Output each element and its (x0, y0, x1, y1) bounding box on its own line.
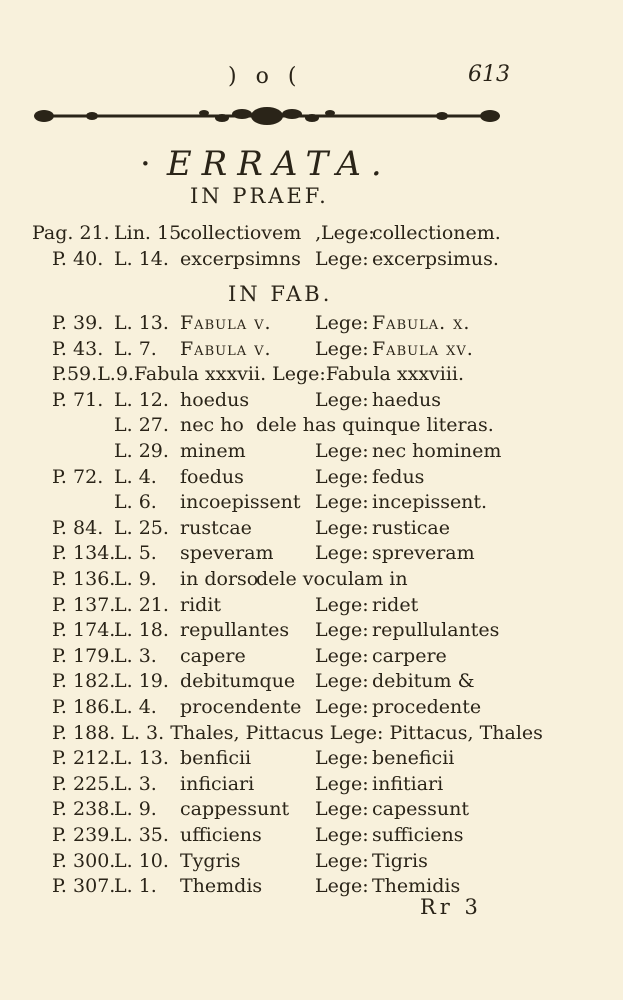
correction-text: Fabula xv. (372, 337, 474, 360)
errata-row (0, 338, 623, 362)
lege-label: Lege: (315, 388, 369, 411)
correction-text: haedus (372, 388, 441, 411)
lege-label: ‚Lege: (315, 222, 375, 244)
line-ref: L. 18. (114, 619, 169, 642)
lege-label: Lege: (315, 491, 369, 514)
lege-label: Lege: (315, 312, 369, 334)
page-ref: P. 212. (52, 747, 116, 770)
correction-text: Tigris (372, 849, 428, 872)
errata-row (0, 696, 623, 720)
line-ref: L. 13. (114, 747, 169, 770)
page-ref: P. 182. (52, 670, 116, 693)
page-ref: P. 186. (52, 696, 116, 718)
line-ref: L. 29. (114, 440, 169, 462)
errata-row (0, 491, 623, 515)
line-ref: L. 7. (114, 337, 157, 360)
line-ref: L. 4. (114, 696, 157, 718)
error-text: excerpsimns (180, 247, 301, 270)
page-ref: P. 225. (52, 772, 116, 795)
error-text: incoepissent (180, 491, 301, 514)
lege-label: Lege: (315, 849, 369, 872)
errata-row (0, 222, 623, 246)
error-text: hoedus (180, 388, 250, 411)
lege-label: Lege: (315, 644, 369, 667)
errata-row (0, 670, 623, 694)
errata-row (0, 363, 623, 387)
errata-row (0, 517, 623, 541)
line-ref: L. 3. (114, 772, 157, 795)
title-dot: · (140, 144, 161, 184)
signature-mark: Rr 3 (420, 895, 482, 919)
page-ref: P. 136. (52, 568, 116, 590)
line-ref: L. 5. (114, 542, 157, 565)
errata-row (0, 645, 623, 669)
lege-label: Lege: (315, 619, 369, 642)
lege-label: Lege: (315, 696, 369, 718)
page-ref: P. 71. (52, 388, 104, 411)
error-text: benficii (180, 747, 252, 770)
error-text: repullantes (180, 619, 290, 642)
correction-text: repullulantes (372, 619, 500, 642)
errata-row (0, 466, 623, 490)
line-ref: L. 21. (114, 593, 169, 616)
page-ref: P. 84. (52, 516, 104, 539)
line-ref: Lin. 15. (114, 222, 188, 244)
correction-text: procedente (372, 696, 482, 718)
line-ref: L. 25. (114, 516, 169, 539)
error-text: cappessunt (180, 798, 290, 821)
page-ref: P. 174. (52, 619, 116, 642)
lege-label: Lege: (315, 440, 369, 462)
errata-row (0, 312, 623, 336)
correction-text: rusticae (372, 516, 450, 539)
error-text: foedus (180, 465, 244, 488)
errata-row (0, 722, 623, 746)
errata-row-text: P.59.L.9.Fabula xxxvii. Lege:Fabula xxxviii. (52, 363, 465, 386)
line-ref: L. 19. (114, 670, 169, 693)
error-text: inficiari (180, 772, 255, 795)
lege-label: Lege: (315, 516, 369, 539)
line-ref: L. 6. (114, 491, 157, 514)
error-text: ufficiens (180, 824, 262, 846)
error-text: Fabula v. (180, 337, 272, 360)
decorative-rule-ornament (32, 100, 502, 132)
page-number: 613 (468, 62, 510, 87)
lege-label: dele has quinque literas. (256, 414, 494, 437)
line-ref: L. 35. (114, 824, 169, 846)
lege-label: Lege: (315, 593, 369, 616)
correction-text: capessunt (372, 798, 469, 821)
errata-row (0, 542, 623, 566)
line-ref: L. 27. (114, 414, 169, 437)
error-text: in dorso (180, 568, 259, 590)
line-ref: L. 12. (114, 388, 169, 411)
page-ref: P. 300. (52, 849, 116, 872)
correction-text: nec hominem (372, 440, 502, 462)
error-text: nec ho (180, 414, 244, 437)
line-ref: L. 9. (114, 568, 157, 590)
lege-label: Lege: (315, 670, 369, 693)
errata-row (0, 773, 623, 797)
errata-row-text: P. 188. L. 3. Thales, Pittacus Lege: Pittacus, Thales (52, 721, 543, 744)
correction-text: beneficii (372, 747, 455, 770)
page-ref: P. 72. (52, 465, 104, 488)
errata-row (0, 747, 623, 771)
line-ref: L. 9. (114, 798, 157, 821)
lege-label: Lege: (315, 247, 369, 270)
page-ref: P. 39. (52, 312, 104, 334)
correction-text: sufficiens (372, 824, 464, 846)
error-text: Themdis (180, 875, 263, 898)
lege-label: Lege: (315, 337, 369, 360)
errata-row (0, 875, 623, 899)
correction-text: collectionem. (372, 222, 501, 244)
lege-label: Lege: (315, 798, 369, 821)
correction-text: incepissent. (372, 491, 488, 514)
running-head: ) o ( (228, 64, 303, 89)
lege-label: dele voculam in (256, 568, 408, 590)
lege-label: Lege: (315, 772, 369, 795)
errata-row (0, 824, 623, 848)
errata-row (0, 440, 623, 464)
lege-label: Lege: (315, 542, 369, 565)
page-ref: P. 238. (52, 798, 116, 821)
error-text: debitumque (180, 670, 296, 693)
page-ref: P. 307. (52, 875, 116, 898)
error-text: procendente (180, 696, 302, 718)
errata-row (0, 594, 623, 618)
error-text: speveram (180, 542, 274, 565)
line-ref: L. 14. (114, 247, 169, 270)
error-text: capere (180, 644, 246, 667)
error-text: Fabula v. (180, 312, 272, 334)
lege-label: Lege: (315, 824, 369, 846)
correction-text: ridet (372, 593, 419, 616)
correction-text: infitiari (372, 772, 444, 795)
errata-row (0, 619, 623, 643)
lege-label: Lege: (315, 875, 369, 898)
errata-row (0, 850, 623, 874)
error-text: ridit (180, 593, 222, 616)
errata-row (0, 248, 623, 272)
section-heading: IN FAB. (228, 282, 333, 306)
error-text: rustcae (180, 516, 252, 539)
line-ref: L. 3. (114, 644, 157, 667)
correction-text: fedus (372, 465, 425, 488)
correction-text: Themidis (372, 875, 461, 898)
line-ref: L. 4. (114, 465, 157, 488)
error-text: minem (180, 440, 246, 462)
section-heading: IN PRAEF. (190, 184, 329, 208)
correction-text: excerpsimus. (372, 247, 499, 270)
page-ref: P. 137. (52, 593, 116, 616)
line-ref: L. 1. (114, 875, 157, 898)
page-ref: P. 134. (52, 542, 116, 565)
errata-row (0, 568, 623, 592)
page-ref: Pag. 21. (32, 222, 110, 244)
errata-row (0, 798, 623, 822)
errata-row (0, 389, 623, 413)
title-text: ERRATA. (166, 144, 392, 184)
lege-label: Lege: (315, 747, 369, 770)
correction-text: Fabula. x. (372, 312, 471, 334)
errata-row (0, 414, 623, 438)
line-ref: L. 13. (114, 312, 169, 334)
line-ref: L. 10. (114, 849, 169, 872)
error-text: Tygris (180, 849, 241, 872)
errata-title (140, 144, 392, 184)
page-ref: P. 239. (52, 824, 116, 846)
page-ref: P. 179. (52, 644, 116, 667)
correction-text: debitum & (372, 670, 475, 693)
page-ref: P. 43. (52, 337, 104, 360)
lege-label: Lege: (315, 465, 369, 488)
correction-text: spreveram (372, 542, 475, 565)
page-ref: P. 40. (52, 247, 104, 270)
error-text: collectiovem (180, 222, 302, 244)
correction-text: carpere (372, 644, 447, 667)
